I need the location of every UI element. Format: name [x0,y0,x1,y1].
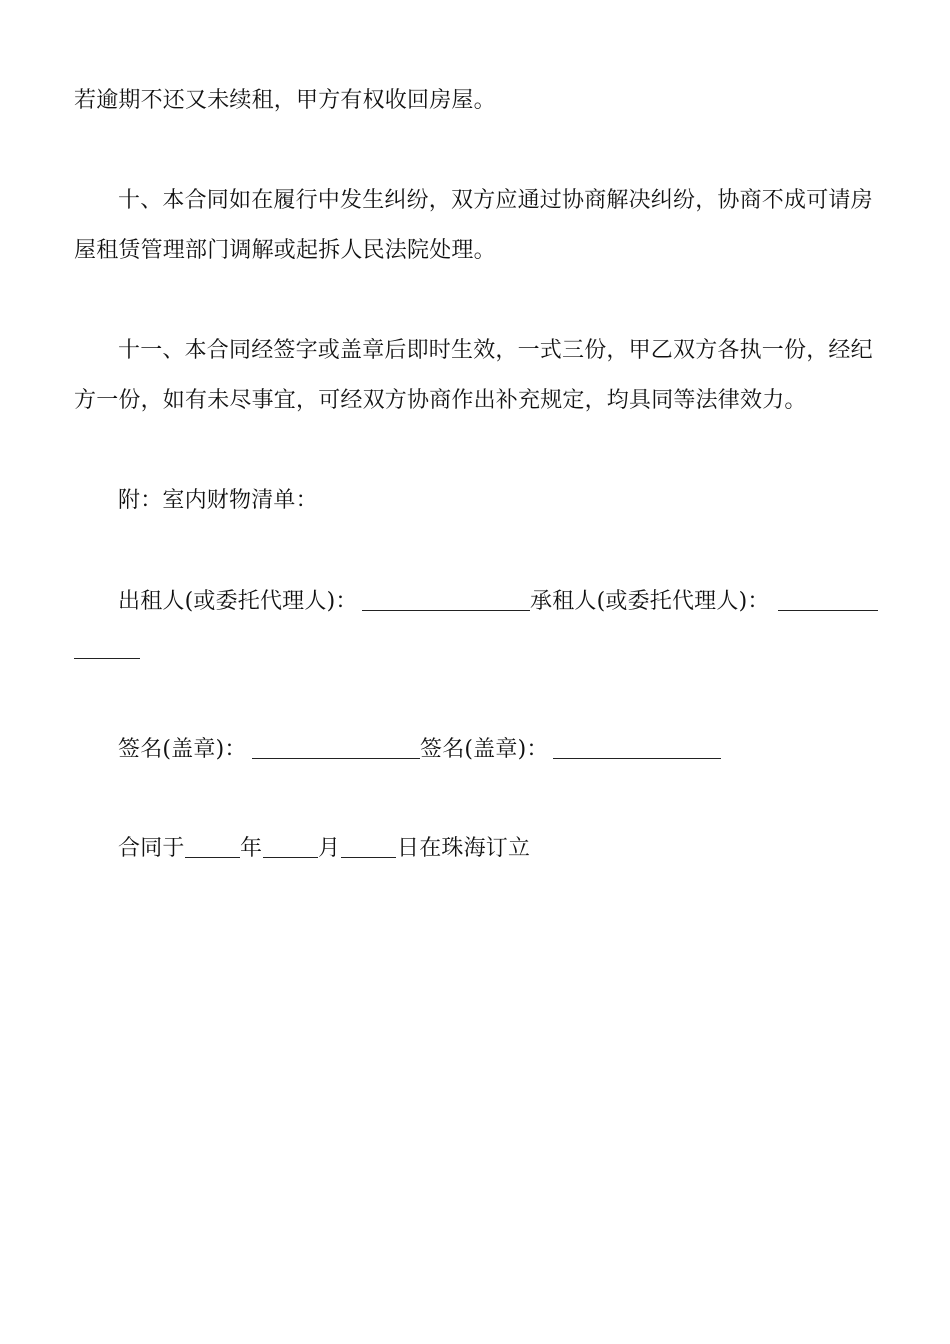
paragraph-dispute-line-2: 屋租赁管理部门调解或起拆人民法院处理。 [74,238,496,263]
paragraph-effect-line-1: 十一、本合同经签字或盖章后即时生效，一式三份，甲乙双方各执一份，经纪 [118,338,873,363]
lessee-label: 承租人(或委托代理人)： [530,589,770,614]
date-prefix: 合同于 [118,836,185,861]
lessor-seal-blank[interactable] [252,757,420,759]
lessee-seal-blank[interactable] [553,757,721,759]
paragraph-effect-line-2: 方一份，如有未尽事宜，可经双方协商作出补充规定，均具同等法律效力。 [74,388,807,413]
sign-seal-label-lessor: 签名(盖章)： [118,737,247,762]
date-suffix: 日在珠海订立 [397,836,531,861]
year-blank[interactable] [185,856,240,858]
month-label: 月 [318,836,341,861]
lessor-signature-blank[interactable] [362,609,530,611]
month-blank[interactable] [263,856,318,858]
lessor-label: 出租人(或委托代理人)： [118,589,358,614]
year-label: 年 [240,836,263,861]
paragraph-renewal-end: 若逾期不还又未续租，甲方有权收回房屋。 [74,88,496,113]
sign-seal-label-lessee: 签名(盖章)： [420,737,549,762]
paragraph-dispute-line-1: 十、本合同如在履行中发生纠纷，双方应通过协商解决纠纷，协商不成可请房 [118,188,873,213]
attachment-heading: 附：室内财物清单： [118,488,318,513]
lessee-signature-blank[interactable] [778,609,878,611]
day-blank[interactable] [341,856,396,858]
lessee-signature-blank-continued[interactable] [74,657,140,659]
